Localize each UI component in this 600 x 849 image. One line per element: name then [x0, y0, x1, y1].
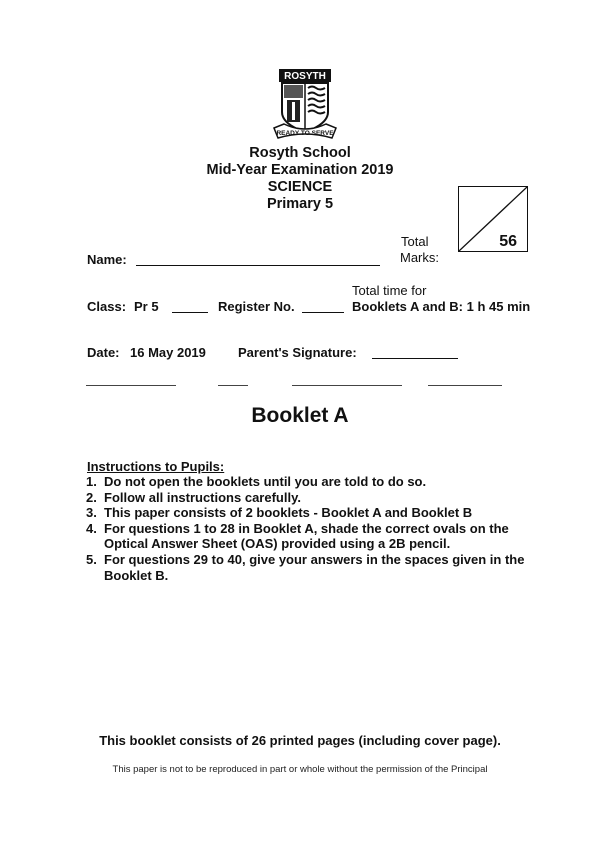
separator-line	[292, 385, 402, 386]
total-time-value: Booklets A and B: 1 h 45 min	[352, 299, 531, 314]
instructions-list	[86, 474, 546, 583]
list-item: 1. Do not open the booklets until you are told to do so.	[86, 474, 427, 489]
total-label: Total	[401, 234, 429, 249]
class-value: Pr 5	[134, 299, 159, 314]
instructions-heading: Instructions to Pupils:	[87, 459, 225, 474]
exam-title: Mid-Year Examination 2019	[206, 162, 394, 178]
list-item: 2. Follow all instructions carefully.	[86, 489, 301, 505]
page-count-note: This booklet consists of 26 printed pages (including cover page).	[99, 733, 501, 748]
svg-text:ROSYTH: ROSYTH	[284, 71, 326, 82]
marks-label: Marks:	[400, 250, 439, 265]
class-label: Class:	[87, 299, 127, 314]
school-name: Rosyth School	[249, 145, 351, 161]
total-marks-box	[458, 186, 528, 252]
diagonal-slash	[459, 187, 529, 253]
booklet-title: Booklet A	[251, 404, 349, 427]
separator-line	[428, 385, 502, 386]
list-item: 5. For questions 29 to 40, give your answers in the spaces given in the Booklet B.	[86, 551, 525, 583]
date-label: Date:	[87, 345, 120, 360]
svg-text:READY TO SERVE: READY TO SERVE	[276, 130, 334, 137]
level-title: Primary 5	[266, 196, 334, 212]
subject-title: SCIENCE	[267, 179, 333, 195]
copyright-note: This paper is not to be reproduced in part or whole without the permission of the Principal	[112, 764, 488, 775]
total-time-label: Total time for	[352, 283, 427, 298]
register-field-line[interactable]	[302, 312, 344, 313]
name-field-line[interactable]	[136, 265, 380, 266]
total-marks-value: 56	[499, 233, 517, 250]
parent-signature-line[interactable]	[372, 358, 458, 359]
register-label: Register No.	[218, 299, 295, 314]
separator-line	[218, 385, 248, 386]
list-item: 3. This paper consists of 2 booklets - Booklet A and Booklet B	[86, 505, 473, 521]
class-field-line[interactable]	[172, 312, 208, 313]
parent-signature-label: Parent's Signature:	[238, 345, 357, 360]
separator-line	[86, 385, 176, 386]
date-value: 16 May 2019	[130, 345, 206, 360]
school-crest-logo	[272, 68, 338, 140]
name-label: Name:	[87, 252, 127, 267]
list-item: 4. For questions 1 to 28 in Booklet A, shade the correct ovals on the Optical Answer Sheet (OAS) provided using a 2B pencil.	[86, 520, 509, 552]
